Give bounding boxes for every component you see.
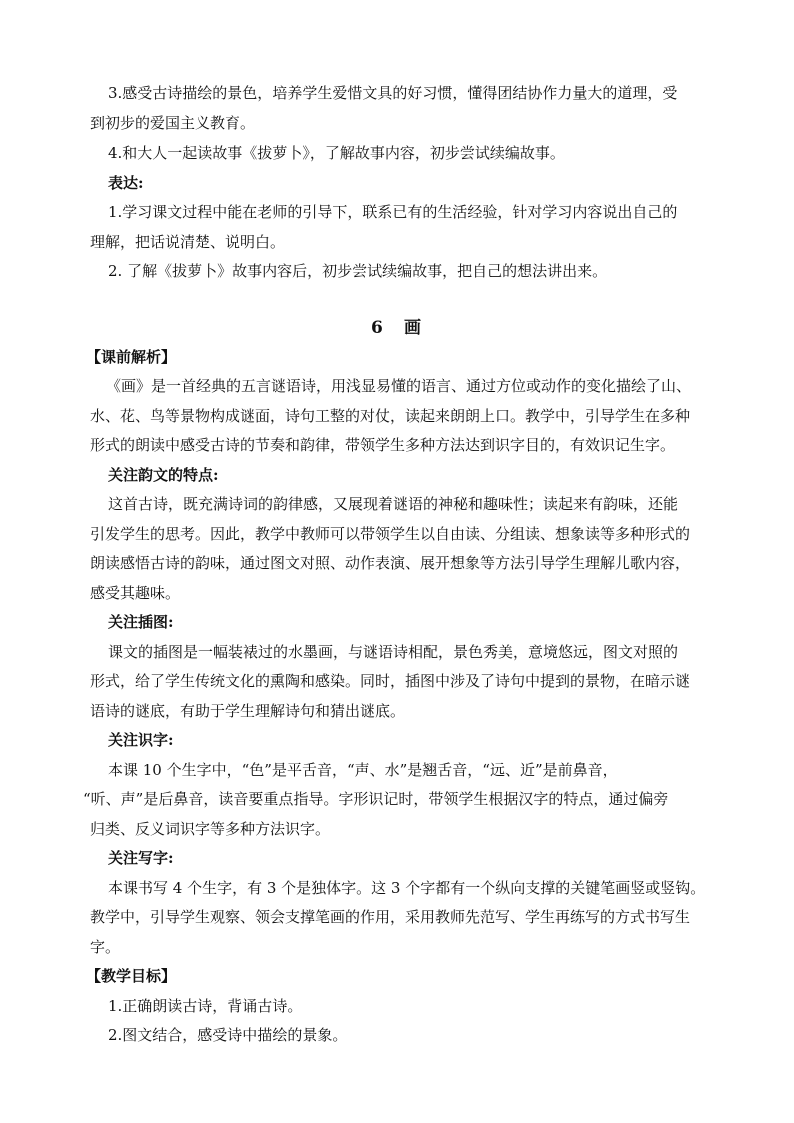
rhyme-heading: 关注韵文的特点: bbox=[108, 466, 219, 484]
lesson-number: 6 bbox=[371, 318, 383, 338]
objective-item-1: 1.正确朗读古诗，背诵古诗。 bbox=[108, 997, 303, 1015]
literacy-heading: 关注识字: bbox=[108, 731, 174, 749]
expression-heading: 表达: bbox=[108, 174, 144, 192]
rhyme-line-2: 引发学生的思考。因此，教学中教师可以带领学生以自由读、分组读、想象读等多种形式的 bbox=[90, 525, 691, 543]
lesson-title: 画 bbox=[404, 318, 421, 338]
expression-item-1-line-1: 1.学习课文过程中能在老师的引导下，联系已有的生活经验，针对学习内容说出自己的 bbox=[108, 203, 678, 221]
goal-item-4: 4.和大人一起读故事《拔萝卜》，了解故事内容，初步尝试续编故事。 bbox=[108, 144, 565, 162]
writing-line-3: 字。 bbox=[90, 938, 121, 956]
illustration-heading: 关注插图: bbox=[108, 613, 174, 631]
writing-heading: 关注写字: bbox=[108, 849, 174, 867]
rhyme-line-4: 感受其趣味。 bbox=[90, 584, 181, 602]
literacy-line-2: “听、声”是后鼻音，读音要重点指导。字形识记时，带领学生根据汉字的特点，通过偏旁 bbox=[83, 790, 669, 808]
preview-intro-line-2: 水、花、鸟等景物构成谜面，诗句工整的对仗，读起来朗朗上口。教学中，引导学生在多种 bbox=[90, 407, 691, 425]
preview-heading: 【课前解析】 bbox=[86, 348, 177, 366]
expression-item-2: 2. 了解《拔萝卜》故事内容后，初步尝试续编故事，把自己的想法讲出来。 bbox=[108, 262, 608, 280]
preview-intro-line-1: 《画》是一首经典的五言谜语诗，用浅显易懂的语言、通过方位或动作的变化描绘了山、 bbox=[106, 377, 692, 395]
rhyme-line-1: 这首古诗，既充满诗词的韵律感，又展现着谜语的神秘和趣味性；读起来有韵味，还能 bbox=[108, 495, 679, 513]
writing-line-1: 本课书写 4 个生字，有 3 个是独体字。这 3 个字都有一个纵向支撑的关键笔画竖或竖钩。 bbox=[108, 879, 706, 897]
rhyme-line-3: 朗读感悟古诗的韵味，通过图文对照、动作表演、展开想象等方法引导学生理解儿歌内容， bbox=[90, 554, 691, 572]
objective-item-2: 2.图文结合，感受诗中描绘的景象。 bbox=[108, 1026, 348, 1044]
illustration-line-1: 课文的插图是一幅装裱过的水墨画，与谜语诗相配，景色秀美，意境悠远，图文对照的 bbox=[108, 643, 679, 661]
writing-line-2: 教学中，引导学生观察、领会支撑笔画的作用，采用教师先范写、学生再练写的方式书写生 bbox=[90, 908, 691, 926]
literacy-line-1: 本课 10 个生字中，“色”是平舌音，“声、水”是翘舌音，“远、近”是前鼻音， bbox=[108, 761, 618, 779]
objectives-heading: 【教学目标】 bbox=[86, 967, 177, 985]
goal-item-3-line-2: 到初步的爱国主义教育。 bbox=[90, 114, 256, 132]
goal-item-3-line-1: 3.感受古诗描绘的景色，培养学生爱惜文具的好习惯，懂得团结协作力量大的道理，受 bbox=[108, 84, 678, 102]
preview-intro-line-3: 形式的朗读中感受古诗的节奏和韵律，带领学生多种方法达到识字目的，有效识记生字。 bbox=[90, 436, 676, 454]
illustration-line-3: 语诗的谜底，有助于学生理解诗句和猜出谜底。 bbox=[90, 702, 406, 720]
expression-item-1-line-2: 理解，把话说清楚、说明白。 bbox=[90, 233, 286, 251]
illustration-line-2: 形式，给了学生传统文化的熏陶和感染。同时，插图中涉及了诗句中提到的景物，在暗示谜 bbox=[90, 672, 691, 690]
literacy-line-3: 归类、反义词识字等多种方法识字。 bbox=[90, 820, 331, 838]
